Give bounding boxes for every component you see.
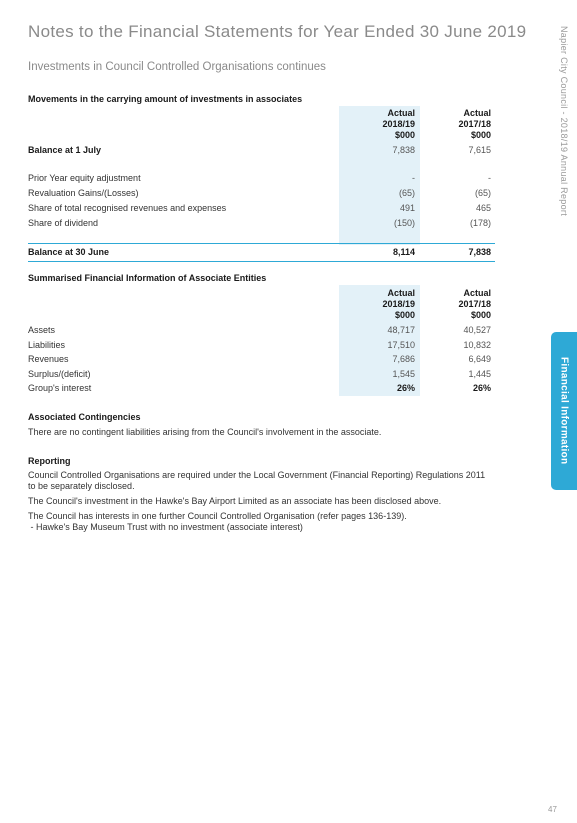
table-row-closing-balance: Balance at 30 June 8,114 7,838 <box>28 247 491 257</box>
table-row: Share of dividend (150) (178) <box>28 218 491 228</box>
reporting-paragraph-1: Council Controlled Organisations are required under the Local Government (Financial Reporting) Regulations 2011 to be separately disclosed. <box>28 470 486 491</box>
table-row: Revenues 7,686 6,649 <box>28 354 491 364</box>
reporting-paragraph-2: The Council's investment in the Hawke's Bay Airport Limited as an associate has been disclosed above. <box>28 496 442 506</box>
section-tab[interactable] <box>551 332 577 490</box>
closing-balance-top-rule <box>28 243 495 244</box>
table-row-groups-interest: Group's interest 26% 26% <box>28 383 491 393</box>
table-row-opening-balance: Balance at 1 July 7,838 7,615 <box>28 145 491 155</box>
table-row: Surplus/(deficit) 1,545 1,445 <box>28 369 491 379</box>
table-row: Prior Year equity adjustment - - <box>28 173 491 183</box>
report-name: Napier City Council - 2018/19 Annual Report <box>559 26 569 216</box>
movements-col2-header: Actual 2017/18 $000 <box>458 108 491 140</box>
page-subtitle: Investments in Council Controlled Organisations continues <box>28 61 326 73</box>
table-row: Assets 48,717 40,527 <box>28 325 491 335</box>
table-row: Share of total recognised revenues and expenses 491 465 <box>28 203 491 213</box>
page-number: 47 <box>548 805 557 814</box>
contingencies-heading: Associated Contingencies <box>28 412 141 422</box>
table-row: Revaluation Gains/(Losses) (65) (65) <box>28 188 491 198</box>
closing-balance-bottom-rule <box>28 261 495 262</box>
summary-col2-header: Actual 2017/18 $000 <box>458 288 491 320</box>
page-title: Notes to the Financial Statements for Year Ended 30 June 2019 <box>28 22 527 41</box>
movements-col1-header: Actual 2018/19 $000 <box>382 108 415 140</box>
summary-col1-header: Actual 2018/19 $000 <box>382 288 415 320</box>
reporting-paragraph-4: - Hawke's Bay Museum Trust with no investment (associate interest) <box>28 522 303 532</box>
reporting-paragraph-3: The Council has interests in one further Council Controlled Organisation (refer pages 136-139). <box>28 511 407 521</box>
contingencies-text: There are no contingent liabilities arising from the Council's involvement in the associate. <box>28 427 382 437</box>
summary-heading: Summarised Financial Information of Associate Entities <box>28 273 267 283</box>
table-row: Liabilities 17,510 10,832 <box>28 340 491 350</box>
movements-heading: Movements in the carrying amount of investments in associates <box>28 94 303 104</box>
reporting-heading: Reporting <box>28 456 71 466</box>
section-tab-label: Financial Information <box>558 357 570 465</box>
